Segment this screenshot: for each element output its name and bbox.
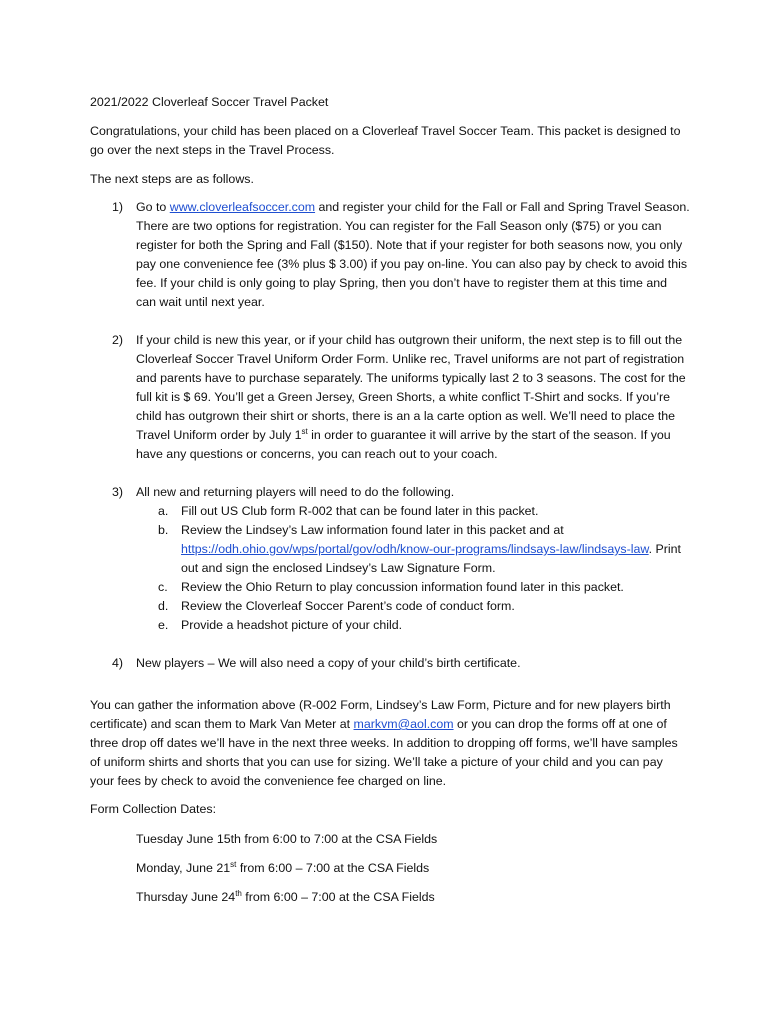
sub-text: Fill out US Club form R-002 that can be found later in this packet.	[181, 504, 539, 518]
sub-text-after: . Print out and sign the enclosed Lindsey’s Law Signature Form.	[181, 542, 682, 575]
sub-letter: d.	[158, 599, 169, 613]
date-text-after: from 6:00 – 7:00 at the CSA Fields	[236, 861, 430, 875]
cloverleaf-website-link[interactable]: www.cloverleafsoccer.com	[169, 200, 316, 214]
sub-letter: a.	[158, 504, 169, 518]
sub-item-b	[136, 521, 690, 578]
sub-item-a	[136, 502, 690, 521]
superscript: th	[235, 888, 242, 898]
next-steps-heading: The next steps are as follows.	[90, 172, 254, 186]
document-title: 2021/2022 Cloverleaf Soccer Travel Packet	[90, 95, 329, 109]
sub-text: Review the Ohio Return to play concussion information found later in this packet.	[181, 580, 624, 594]
collection-date-3	[136, 888, 435, 907]
sub-item-e	[136, 616, 690, 635]
date-text-before: Monday, June 21	[136, 861, 231, 875]
gather-text-before: You can gather the information above (R-002 Form, Lindsey’s Law Form, Picture and for new players birth certificate) and scan them to Mark Van Meter at	[90, 698, 671, 731]
superscript: st	[230, 859, 237, 869]
step-number: 4)	[112, 656, 124, 670]
step-text-after: and register your child for the Fall or Fall and Spring Travel Season. There are two options for registration. You can register for the Fall Season only ($75) or you can register for both the Spring and Fall ($150). Note that if your register for both seasons now, you only pay one convenience fee (3% plus $ 3.00) if you pay on-line. You can also pay by check to avoid this fee. If your child is only going to play Spring, then you don’t have to register them at this time and can wait until next year.	[136, 200, 690, 309]
intro-paragraph: Congratulations, your child has been placed on a Cloverleaf Travel Soccer Team. This packet is designed to go over the next steps in the Travel Process.	[90, 124, 681, 157]
date-text-before: Thursday June 24	[136, 890, 236, 904]
collection-date-1	[136, 830, 437, 849]
sub-text: Review the Cloverleaf Soccer Parent’s code of conduct form.	[181, 599, 515, 613]
lindsays-law-link[interactable]: https://odh.ohio.gov/wps/portal/gov/odh/know-our-programs/lindsays-law/lindsays-law	[181, 542, 649, 556]
collection-date-2	[136, 859, 429, 878]
sub-letter: e.	[158, 618, 169, 632]
step-item-4	[90, 654, 690, 673]
sub-item-c	[136, 578, 690, 597]
steps-list	[90, 198, 690, 673]
email-link[interactable]: markvm@aol.com	[353, 717, 454, 731]
sub-item-d	[136, 597, 690, 616]
sub-text-before: Review the Lindsey’s Law information found later in this packet and at	[181, 523, 564, 537]
sub-letter: c.	[158, 580, 168, 594]
step-text: All new and returning players will need to do the following.	[136, 485, 455, 499]
gather-paragraph	[90, 696, 690, 791]
step-number: 3)	[112, 485, 124, 499]
step-text-before: Go to	[136, 200, 170, 214]
step-item-2	[90, 331, 690, 464]
sub-text: Provide a headshot picture of your child.	[181, 618, 403, 632]
step-number: 2)	[112, 333, 124, 347]
date-text-after: from 6:00 – 7:00 at the CSA Fields	[241, 890, 435, 904]
step-item-1	[90, 198, 690, 312]
step-item-3	[90, 483, 690, 635]
step-text-after: in order to guarantee it will arrive by the start of the season. If you have any questions or concerns, you can reach out to your coach.	[136, 428, 671, 461]
sub-list	[136, 502, 690, 635]
date-text: Tuesday June 15th from 6:00 to 7:00 at the CSA Fields	[136, 832, 438, 846]
superscript: st	[301, 426, 308, 436]
sub-letter: b.	[158, 523, 169, 537]
step-text-before: If your child is new this year, or if your child has outgrown their uniform, the next step is to fill out the Cloverleaf Soccer Travel Uniform Order Form. Unlike rec, Travel uniforms are not part of registration and parents have to purchase separately. The uniforms typically last 2 to 3 seasons. The cost for the full kit is $ 69. You’ll get a Green Jersey, Green Shorts, a white conflict T-Shirt and socks. If you’re child has outgrown their shirt or shorts, there is an a la carte option as well. We’ll need to place the Travel Uniform order by July 1	[136, 333, 686, 442]
gather-text-after: or you can drop the forms off at one of three drop off dates we’ll have in the next three weeks. In addition to dropping off forms, we’ll have samples of uniform shirts and shorts that you can use for sizing. We’ll take a picture of your child and you can pay your fees by check to avoid the convenience fee charged on line.	[90, 717, 678, 788]
step-number: 1)	[112, 200, 124, 214]
step-text: New players – We will also need a copy of your child’s birth certificate.	[136, 656, 521, 670]
form-collection-heading: Form Collection Dates:	[90, 802, 217, 816]
